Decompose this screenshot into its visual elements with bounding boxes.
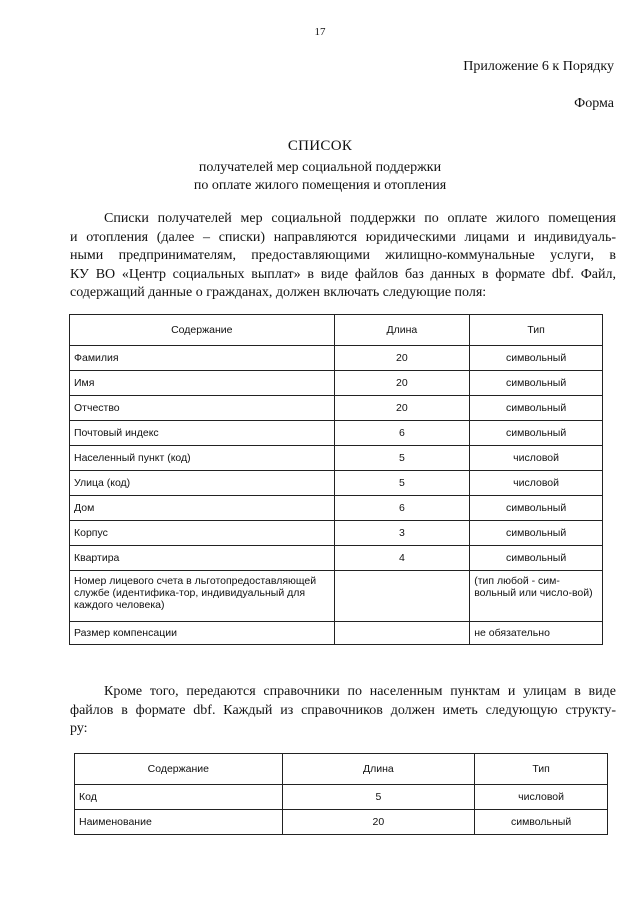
cell-content: Номер лицевого счета в льготопредоставляющей службе (идентифика-тор, индивидуальный для каждого человека) bbox=[70, 571, 335, 622]
paragraph-line: Списки получателей мер социальной поддержки по оплате жилого помещения bbox=[104, 211, 616, 226]
cell-content: Имя bbox=[70, 371, 335, 396]
cell-length bbox=[334, 571, 470, 622]
header-length: Длина bbox=[282, 754, 475, 785]
header-length: Длина bbox=[334, 315, 470, 346]
cell-content: Фамилия bbox=[70, 346, 335, 371]
intro-paragraph bbox=[70, 210, 616, 303]
document-subtitle-line-1: получателей мер социальной поддержки bbox=[198, 160, 442, 175]
cell-content: Код bbox=[75, 785, 283, 810]
paragraph-line: файлов в формате dbf. Каждый из справочников должен иметь следующую структу- bbox=[70, 702, 616, 718]
appendix-reference: Приложение 6 к Порядку bbox=[463, 59, 614, 74]
table-row bbox=[70, 622, 603, 645]
table-row bbox=[75, 785, 608, 810]
cell-content: Наименование bbox=[75, 810, 283, 835]
cell-length: 5 bbox=[334, 471, 470, 496]
document-title: СПИСОК bbox=[287, 138, 353, 154]
table-row bbox=[70, 546, 603, 571]
cell-type: символьный bbox=[470, 496, 603, 521]
cell-length: 5 bbox=[282, 785, 475, 810]
table-row bbox=[75, 810, 608, 835]
table-row bbox=[70, 371, 603, 396]
cell-content: Дом bbox=[70, 496, 335, 521]
citizen-fields-table bbox=[69, 314, 603, 645]
cell-type: символьный bbox=[470, 396, 603, 421]
page-number: 17 bbox=[314, 26, 326, 38]
cell-type: (тип любой - сим-вольный или число-вой) bbox=[470, 571, 603, 622]
table-row bbox=[70, 496, 603, 521]
paragraph-line: содержащий данные о гражданах, должен включать следующие поля: bbox=[70, 285, 487, 300]
table-row bbox=[70, 571, 603, 622]
paragraph-line: и отопления (далее – списки) направляются юридическими лицами и индивидуаль- bbox=[70, 229, 616, 245]
reference-paragraph bbox=[70, 683, 616, 739]
header-type: Тип bbox=[470, 315, 603, 346]
directory-structure-table bbox=[74, 753, 608, 835]
cell-content: Населенный пункт (код) bbox=[70, 446, 335, 471]
table-row bbox=[70, 446, 603, 471]
table-row bbox=[70, 471, 603, 496]
table-row bbox=[70, 421, 603, 446]
cell-length: 5 bbox=[334, 446, 470, 471]
cell-content: Квартира bbox=[70, 546, 335, 571]
document-subtitle-line-2: по оплате жилого помещения и отопления bbox=[193, 178, 447, 193]
table-header-row bbox=[70, 315, 603, 346]
cell-content: Улица (код) bbox=[70, 471, 335, 496]
header-content: Содержание bbox=[70, 315, 335, 346]
table-row bbox=[70, 521, 603, 546]
table-row bbox=[70, 346, 603, 371]
paragraph-line: ными предпринимателям, предоставляющими жилищно-коммунальные услуги, в bbox=[70, 248, 616, 263]
cell-type: числовой bbox=[470, 471, 603, 496]
cell-type: числовой bbox=[475, 785, 608, 810]
header-type: Тип bbox=[475, 754, 608, 785]
form-label: Форма bbox=[574, 96, 614, 111]
cell-length: 6 bbox=[334, 496, 470, 521]
cell-length: 20 bbox=[334, 396, 470, 421]
table-row bbox=[70, 396, 603, 421]
cell-type: символьный bbox=[475, 810, 608, 835]
cell-content: Почтовый индекс bbox=[70, 421, 335, 446]
cell-length: 20 bbox=[334, 371, 470, 396]
cell-length: 20 bbox=[282, 810, 475, 835]
cell-type: символьный bbox=[470, 371, 603, 396]
cell-length: 6 bbox=[334, 421, 470, 446]
cell-content: Корпус bbox=[70, 521, 335, 546]
cell-type: символьный bbox=[470, 421, 603, 446]
paragraph-line: КУ ВО «Центр социальных выплат» в виде файлов баз данных в формате dbf. Файл, bbox=[70, 266, 616, 282]
cell-length: 20 bbox=[334, 346, 470, 371]
cell-length: 4 bbox=[334, 546, 470, 571]
cell-type: символьный bbox=[470, 521, 603, 546]
cell-type: числовой bbox=[470, 446, 603, 471]
table-header-row bbox=[75, 754, 608, 785]
paragraph-line: Кроме того, передаются справочники по населенным пунктам и улицам в виде bbox=[104, 684, 616, 699]
cell-type: символьный bbox=[470, 546, 603, 571]
paragraph-line: ру: bbox=[70, 721, 88, 736]
cell-content: Размер компенсации bbox=[70, 622, 335, 645]
cell-length bbox=[334, 622, 470, 645]
cell-content: Отчество bbox=[70, 396, 335, 421]
cell-length: 3 bbox=[334, 521, 470, 546]
header-content: Содержание bbox=[75, 754, 283, 785]
cell-type: символьный bbox=[470, 346, 603, 371]
cell-type: не обязательно bbox=[470, 622, 603, 645]
